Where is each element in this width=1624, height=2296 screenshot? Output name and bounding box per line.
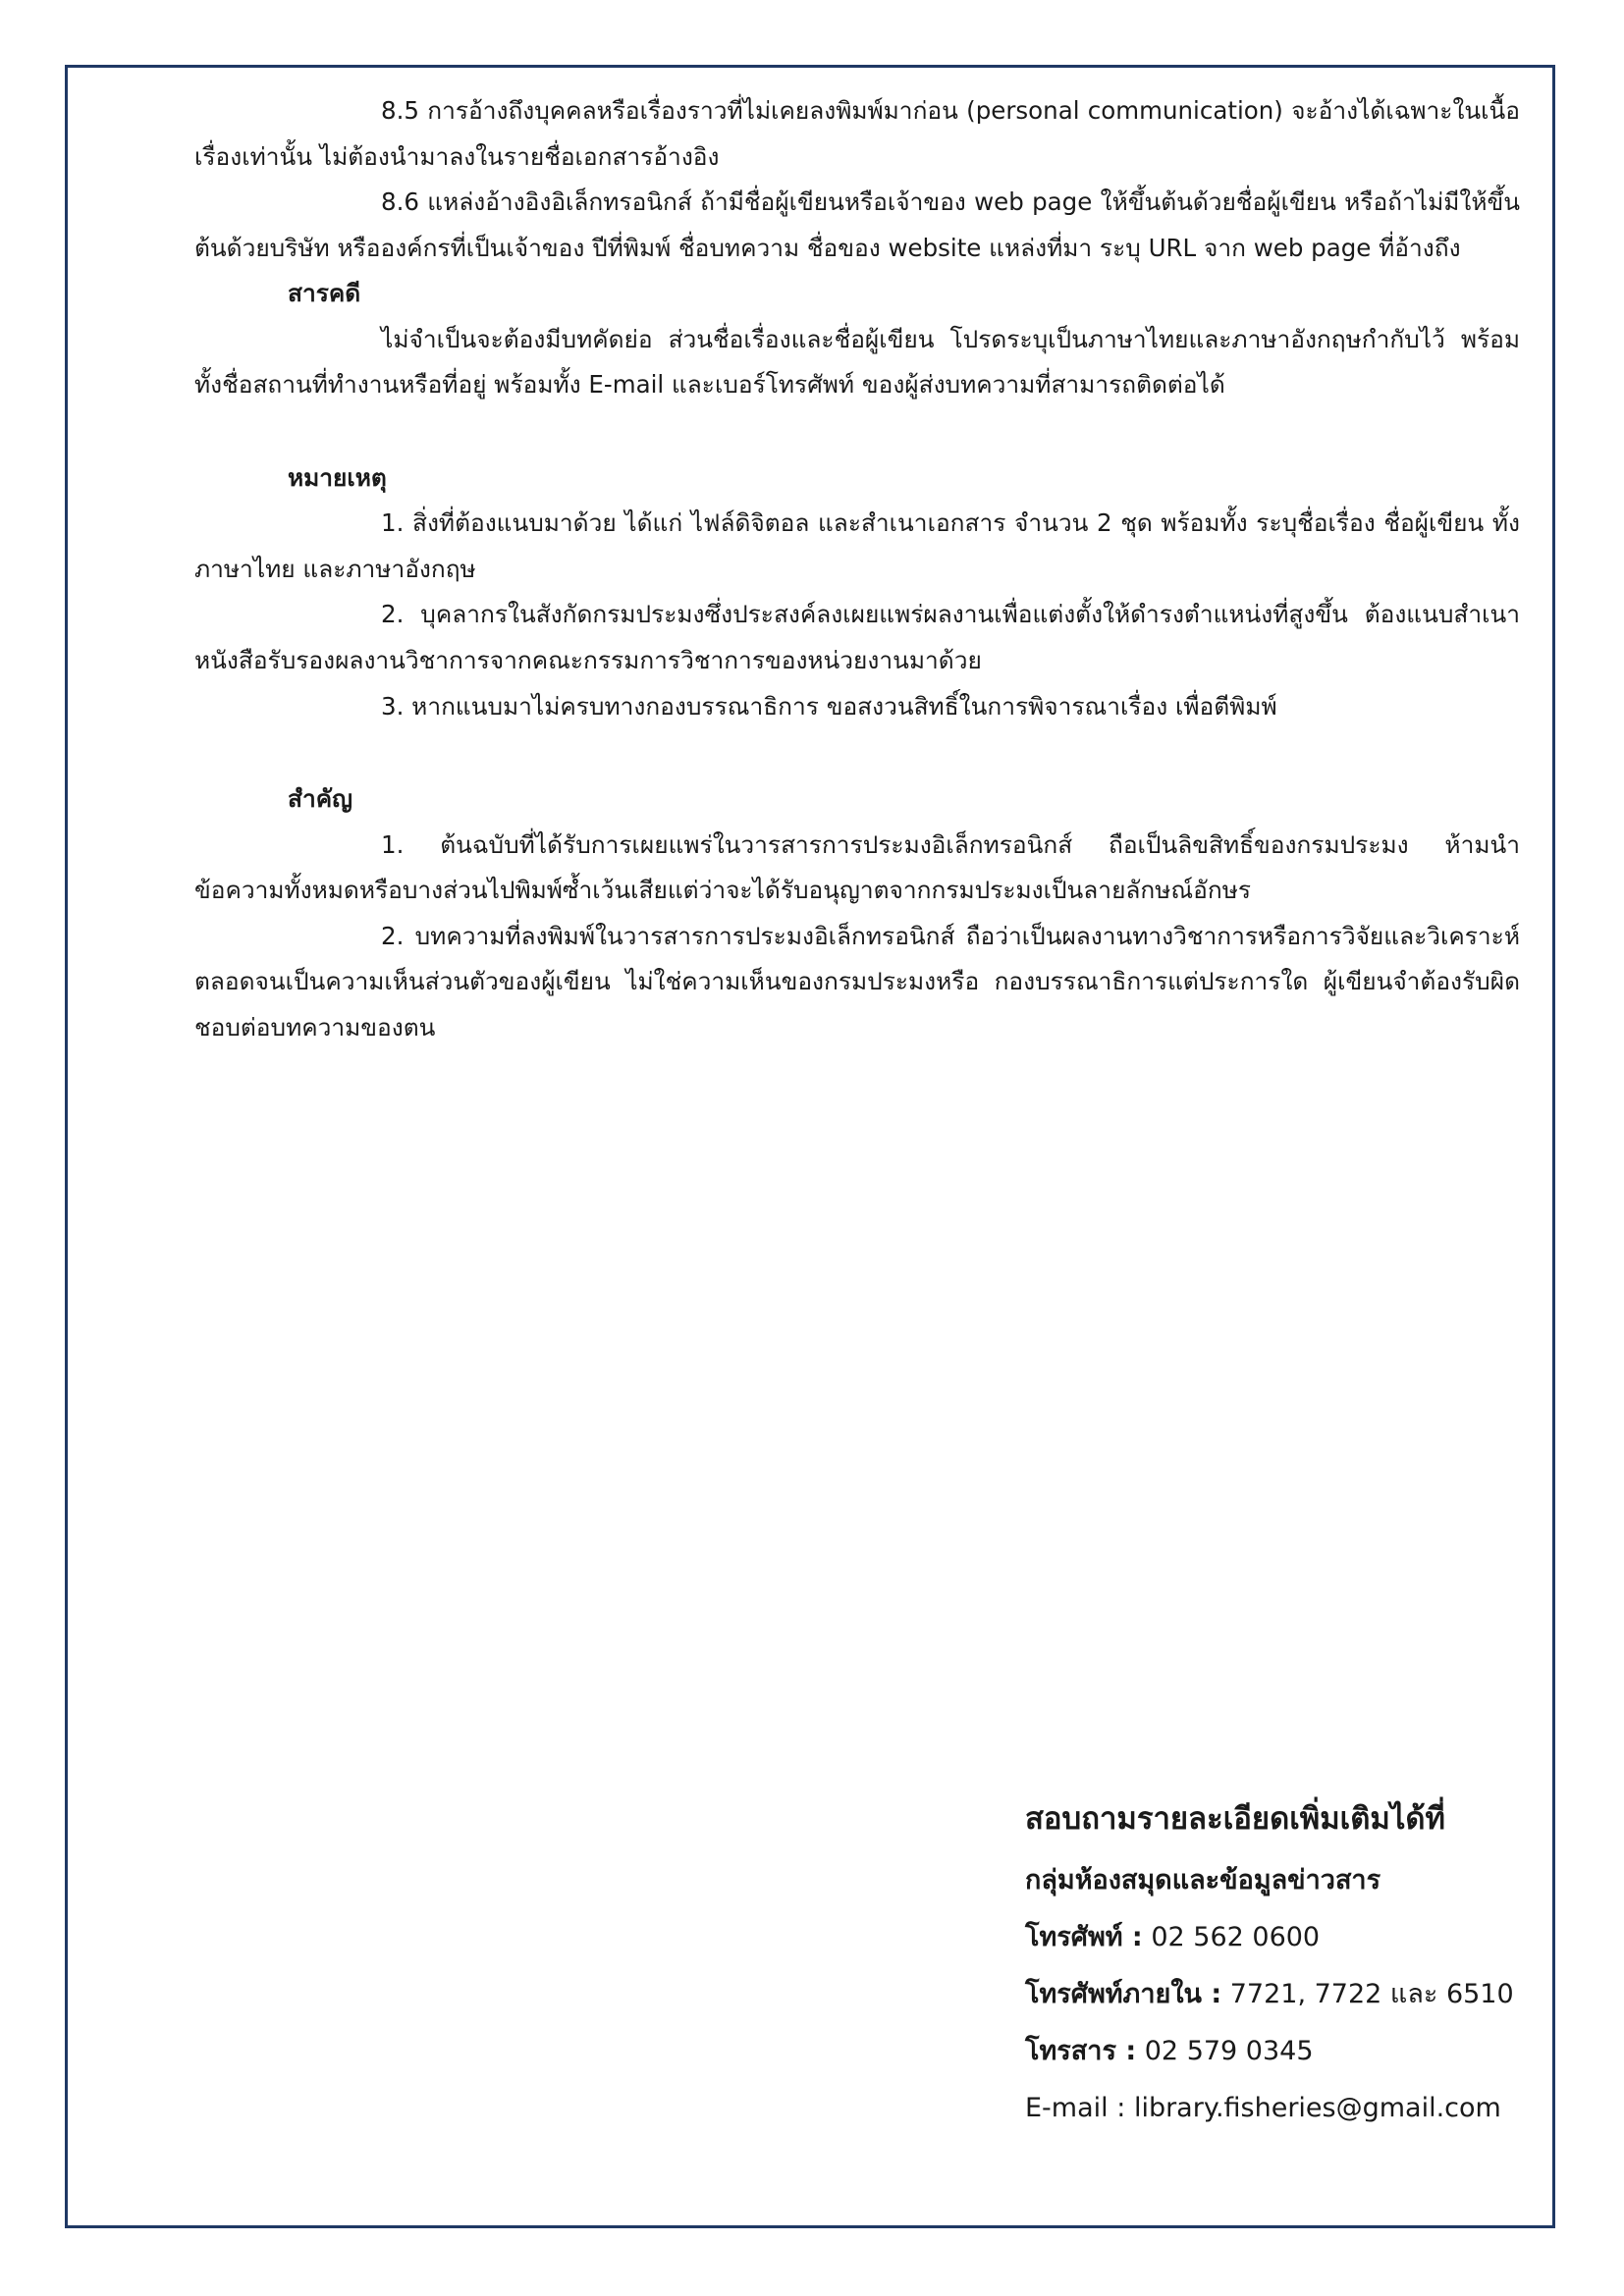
important-item-2: 2. บทความที่ลงพิมพ์ในวารสารการประมงอิเล็กทรอนิกส์ ถือว่าเป็นผลงานทางวิชาการหรือการวิจัยและวิเคราะห์ ตลอดจนเป็นความเห็นส่วนตัวของผู้เขียน ไม่ใช่ความเห็นของกรมประมงหรือ กองบรรณาธิการแต่ประการใด ผู้เขียนจำต้องรับผิดชอบต่อบทความของตน — [194, 921, 1520, 1041]
contact-fax — [1025, 2023, 1514, 2080]
notes-item-3: 3. หากแนบมาไม่ครบทางกองบรรณาธิการ ขอสงวนสิทธิ์ในการพิจารณาเรื่อง เพื่อตีพิมพ์ — [381, 691, 1277, 721]
important-item-1: 1. ต้นฉบับที่ได้รับการเผยแพร่ในวารสารการประมงอิเล็กทรอนิกส์ ถือเป็นลิขสิทธิ์ของกรมประมง ห้ามนำข้อความทั้งหมดหรือบางส่วนไปพิมพ์ซ้ำเว้นเสียแต่ว่าจะได้รับอนุญาตจากกรมประมงเป็นลายลักษณ์อักษร — [194, 829, 1520, 905]
phone-value: 02 562 0600 — [1151, 1921, 1321, 1952]
important-heading: สำคัญ — [288, 784, 352, 814]
notes-item-1: 1. สิ่งที่ต้องแนบมาด้วย ได้แก่ ไฟล์ดิจิตอล และสำเนาเอกสาร จำนวน 2 ชุด พร้อมทั้ง ระบุชื่อเรื่อง ชื่อผู้เขียน ทั้งภาษาไทย และภาษาอังกฤษ — [194, 508, 1520, 583]
reference-item-8-5: 8.5 การอ้างถึงบุคคลหรือเรื่องราวที่ไม่เคยลงพิมพ์มาก่อน (personal communication) จะอ้างได้เฉพาะในเนื้อเรื่องเท่านั้น ไม่ต้องนำมาลงในรายชื่อเอกสารอ้างอิง — [194, 96, 1520, 171]
phone-label: โทรศัพท์ : — [1025, 1921, 1143, 1952]
internal-phone-label: โทรศัพท์ภายใน : — [1025, 1978, 1222, 2009]
contact-phone — [1025, 1909, 1514, 1966]
section-spacer — [194, 408, 1520, 455]
summary-paragraph: ไม่จำเป็นจะต้องมีบทคัดย่อ ส่วนชื่อเรื่องและชื่อผู้เขียน โปรดระบุเป็นภาษาไทยและภาษาอังกฤษกำกับไว้ พร้อมทั้งชื่อสถานที่ทำงานหรือที่อยู่ พร้อมทั้ง E-mail และเบอร์โทรศัพท์ ของผู้ส่งบทความที่สามารถติดต่อได้ — [194, 324, 1520, 400]
email-label: E-mail : — [1025, 2092, 1126, 2123]
reference-item-8-6: 8.6 แหล่งอ้างอิงอิเล็กทรอนิกส์ ถ้ามีชื่อผู้เขียนหรือเจ้าของ web page ให้ขึ้นต้นด้วยชื่อผู้เขียน หรือถ้าไม่มีให้ขึ้นต้นด้วยบริษัท หรือองค์กรที่เป็นเจ้าของ ปีที่พิมพ์ ชื่อบทความ ชื่อของ website แหล่งที่มา ระบุ URL จาก web page ที่อ้างถึง — [194, 187, 1520, 262]
notes-heading: หมายเหตุ — [288, 462, 387, 492]
fax-label: โทรสาร : — [1025, 2035, 1137, 2066]
email-value: library.fisheries@gmail.com — [1133, 2092, 1501, 2123]
document-body — [194, 88, 1520, 1050]
fax-value: 02 579 0345 — [1144, 2035, 1314, 2066]
contact-internal-phone — [1025, 1966, 1514, 2023]
contact-block — [1025, 1787, 1514, 2137]
section-spacer — [194, 729, 1520, 776]
summary-heading: สารคดี — [288, 279, 361, 308]
contact-email — [1025, 2080, 1514, 2137]
contact-title: สอบถามรายละเอียดเพิ่มเติมได้ที่ — [1025, 1801, 1445, 1837]
notes-item-2: 2. บุคลากรในสังกัดกรมประมงซึ่งประสงค์ลงเผยแพร่ผลงานเพื่อแต่งตั้งให้ดำรงตำแหน่งที่สูงขึ้น ต้องแนบสำเนาหนังสือรับรองผลงานวิชาการจากคณะกรรมการวิชาการของหน่วยงานมาด้วย — [194, 600, 1520, 675]
internal-phone-value: 7721, 7722 และ 6510 — [1229, 1978, 1514, 2009]
contact-org: กลุ่มห้องสมุดและข้อมูลข่าวสาร — [1025, 1864, 1381, 1896]
